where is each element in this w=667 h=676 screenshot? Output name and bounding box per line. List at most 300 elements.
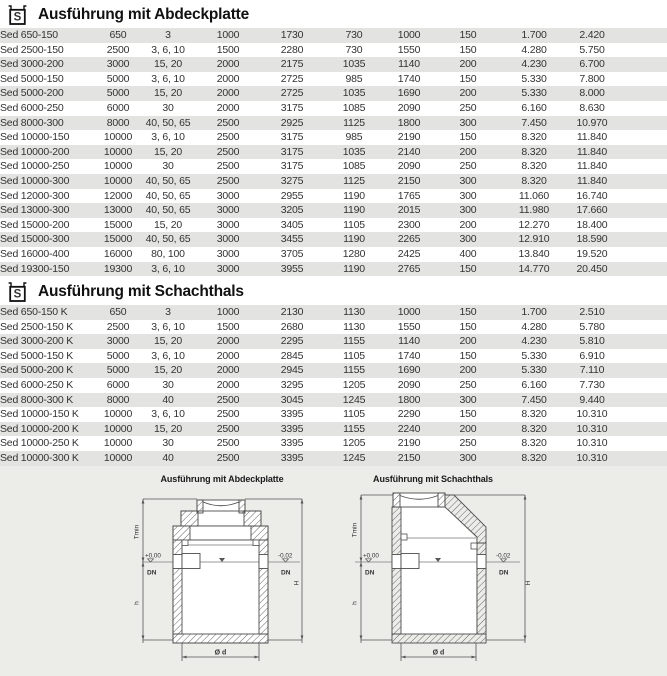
- model-cell: Sed 15000-200: [0, 218, 70, 231]
- value-cell: 1730: [280, 29, 304, 41]
- table-row: [0, 451, 667, 466]
- table-row: [0, 57, 667, 72]
- filler-cell: [622, 72, 667, 87]
- model-cell: Sed 8000-300 K: [0, 393, 74, 406]
- value-cell: 3000: [216, 218, 240, 231]
- value-cell: 1085: [342, 101, 366, 114]
- value-cell: 11.840: [576, 160, 608, 173]
- value-cell: 3000: [216, 189, 240, 202]
- value-cell: 12.270: [518, 218, 550, 231]
- table-row: [0, 43, 667, 58]
- value-cell: 3, 6, 10: [151, 320, 185, 333]
- value-cell: 200: [459, 87, 477, 100]
- value-cell: 7.110: [579, 364, 605, 377]
- table-row: [0, 305, 667, 320]
- value-cell: 3, 6, 10: [151, 43, 185, 56]
- value-cell: 2090: [397, 379, 421, 392]
- value-cell: 4.230: [521, 335, 547, 348]
- table-row: [0, 393, 667, 408]
- value-cell: 250: [459, 101, 477, 114]
- value-cell: 1125: [343, 116, 365, 129]
- value-cell: 2955: [280, 189, 304, 202]
- value-cell: 3295: [280, 379, 304, 392]
- value-cell: 8000: [106, 116, 130, 129]
- value-cell: 1140: [398, 58, 420, 71]
- value-cell: 5.330: [521, 364, 547, 377]
- table-row: [0, 28, 667, 43]
- value-cell: 30: [162, 160, 174, 173]
- value-cell: 10.310: [576, 422, 608, 435]
- filler-cell: [622, 262, 667, 277]
- model-cell: Sed 6000-250 K: [0, 379, 74, 392]
- model-cell: Sed 2500-150: [0, 43, 64, 56]
- value-cell: 13000: [103, 204, 133, 217]
- table-row: [0, 320, 667, 335]
- model-cell: Sed 3000-200: [0, 58, 64, 71]
- filler-cell: [622, 393, 667, 408]
- value-cell: 2945: [280, 364, 304, 377]
- value-cell: 985: [345, 131, 363, 144]
- value-cell: 8.320: [521, 452, 547, 465]
- value-cell: 2190: [397, 131, 421, 144]
- value-cell: 1085: [342, 160, 366, 173]
- table-row: [0, 262, 667, 277]
- value-cell: 150: [459, 408, 477, 421]
- filler-cell: [622, 334, 667, 349]
- value-cell: 40, 50, 65: [145, 189, 191, 202]
- section-title: Ausführung mit Abdeckplatte: [38, 6, 250, 23]
- value-cell: 200: [459, 58, 477, 71]
- model-cell: Sed 10000-200: [0, 145, 70, 158]
- model-cell: Sed 19300-150: [0, 262, 70, 275]
- value-cell: 6.910: [579, 349, 605, 362]
- value-cell: 8.000: [579, 87, 605, 100]
- value-cell: 4.230: [521, 58, 547, 71]
- table-row: [0, 145, 667, 160]
- value-cell: 2500: [216, 393, 240, 406]
- outlet-level-label: -0.02: [496, 552, 511, 560]
- value-cell: 5.330: [521, 72, 547, 85]
- value-cell: 400: [459, 247, 477, 260]
- value-cell: 730: [345, 29, 363, 41]
- value-cell: 15, 20: [154, 422, 182, 435]
- wall-joint: [253, 540, 259, 546]
- value-cell: 2725: [280, 72, 304, 85]
- table-row: [0, 349, 667, 364]
- table-row: [0, 247, 667, 262]
- value-cell: 730: [345, 43, 363, 56]
- drawing-title-abdeckplatte: Ausführung mit Abdeckplatte: [160, 474, 284, 484]
- value-cell: 2295: [280, 335, 304, 348]
- filler-cell: [622, 378, 667, 393]
- model-cell: Sed 5000-200 K: [0, 364, 74, 377]
- value-cell: 6000: [106, 379, 130, 392]
- value-cell: 15, 20: [154, 58, 182, 71]
- value-cell: 4.280: [521, 43, 547, 56]
- value-cell: 12000: [103, 189, 133, 202]
- outlet-dn-label: DN: [499, 569, 509, 577]
- value-cell: 3000: [216, 247, 240, 260]
- value-cell: 10000: [103, 408, 133, 421]
- value-cell: 1155: [343, 422, 365, 435]
- value-cell: 1500: [216, 43, 240, 56]
- value-cell: 5000: [106, 72, 130, 85]
- value-cell: 6000: [106, 101, 130, 114]
- model-cell: Sed 5000-150: [0, 72, 64, 85]
- model-cell: Sed 15000-300: [0, 233, 70, 246]
- value-cell: 2765: [397, 262, 421, 275]
- value-cell: 300: [459, 204, 477, 217]
- value-cell: 200: [459, 335, 477, 348]
- section-header-schachthals: [0, 276, 667, 305]
- value-cell: 1800: [397, 393, 421, 406]
- value-cell: 3395: [280, 437, 304, 450]
- inlet-dn-label: DN: [365, 569, 375, 577]
- value-cell: 8.630: [579, 101, 605, 114]
- filler-cell: [622, 145, 667, 160]
- value-cell: 650: [109, 306, 127, 319]
- model-cell: Sed 12000-300: [0, 189, 70, 202]
- drawing-title-schachthals: Ausführung mit Schachthals: [373, 474, 493, 484]
- value-cell: 10000: [103, 131, 133, 144]
- model-cell: Sed 10000-300 K: [0, 452, 79, 465]
- value-cell: 3955: [280, 262, 304, 275]
- value-cell: 3, 6, 10: [151, 131, 185, 144]
- filler-cell: [622, 407, 667, 422]
- outlet-pipe: [259, 555, 268, 569]
- model-cell: Sed 10000-150 K: [0, 408, 79, 421]
- filler-cell: [622, 247, 667, 262]
- value-cell: 1035: [342, 58, 366, 71]
- value-cell: 1000: [216, 306, 240, 319]
- value-cell: 3175: [280, 145, 304, 158]
- value-cell: 1140: [398, 335, 420, 348]
- value-cell: 3, 6, 10: [151, 72, 185, 85]
- cover-symbol-icon: [6, 5, 29, 26]
- value-cell: 2500: [216, 145, 240, 158]
- table-row: [0, 189, 667, 204]
- inlet-pipe: [392, 555, 401, 569]
- section-title: Ausführung mit Schachthals: [38, 283, 244, 301]
- filler-cell: [622, 349, 667, 364]
- model-cell: Sed 650-150: [0, 29, 58, 41]
- value-cell: 15000: [103, 218, 133, 231]
- value-cell: 10.310: [576, 452, 608, 465]
- value-cell: 2500: [216, 131, 240, 144]
- filler-cell: [622, 86, 667, 101]
- dim-label-height: H: [293, 580, 301, 586]
- value-cell: 8.320: [521, 160, 547, 173]
- value-cell: 5000: [106, 349, 130, 362]
- model-cell: Sed 10000-250: [0, 160, 70, 173]
- value-cell: 150: [459, 29, 477, 41]
- model-cell: Sed 650-150 K: [0, 306, 68, 319]
- value-cell: 15, 20: [154, 218, 182, 231]
- value-cell: 10000: [103, 452, 133, 465]
- value-cell: 19300: [103, 262, 133, 275]
- section-header-abdeckplatte: [0, 0, 667, 28]
- value-cell: 1125: [343, 174, 365, 187]
- value-cell: 1105: [343, 218, 365, 231]
- value-cell: 18.590: [576, 233, 608, 246]
- value-cell: 300: [459, 233, 477, 246]
- value-cell: 2845: [280, 349, 304, 362]
- value-cell: 150: [459, 262, 477, 275]
- tank-body: [173, 500, 268, 643]
- value-cell: 3, 6, 10: [151, 262, 185, 275]
- value-cell: 2500: [216, 174, 240, 187]
- table-row: [0, 232, 667, 247]
- value-cell: 1155: [343, 364, 365, 377]
- inlet-dn-label: DN: [147, 569, 157, 577]
- value-cell: 15, 20: [154, 335, 182, 348]
- value-cell: 1280: [342, 247, 366, 260]
- value-cell: 200: [459, 422, 477, 435]
- value-cell: 10.310: [576, 437, 608, 450]
- value-cell: 13.840: [518, 247, 550, 260]
- filler-cell: [622, 130, 667, 145]
- inlet-pipe: [173, 555, 182, 569]
- model-cell: Sed 10000-300: [0, 174, 70, 187]
- value-cell: 8.320: [521, 437, 547, 450]
- filler-cell: [622, 159, 667, 174]
- value-cell: 5000: [106, 87, 130, 100]
- value-cell: 15, 20: [154, 87, 182, 100]
- value-cell: 7.450: [521, 116, 547, 129]
- dim-label-h: h: [351, 601, 359, 605]
- filler-cell: [622, 57, 667, 72]
- value-cell: 2280: [280, 43, 304, 56]
- table-row: [0, 422, 667, 437]
- value-cell: 40: [162, 393, 174, 406]
- value-cell: 11.840: [576, 174, 608, 187]
- model-cell: Sed 3000-200 K: [0, 335, 74, 348]
- value-cell: 1690: [397, 364, 421, 377]
- value-cell: 300: [459, 393, 477, 406]
- filler-cell: [622, 116, 667, 131]
- value-cell: 3275: [280, 174, 304, 187]
- wall-joint: [401, 534, 407, 540]
- value-cell: 985: [345, 72, 363, 85]
- table-row: [0, 218, 667, 233]
- value-cell: 40, 50, 65: [145, 174, 191, 187]
- value-cell: 2425: [397, 247, 421, 260]
- value-cell: 2000: [216, 58, 240, 71]
- model-cell: Sed 2500-150 K: [0, 320, 74, 333]
- table-row: [0, 378, 667, 393]
- value-cell: 1130: [343, 306, 365, 319]
- filler-cell: [622, 436, 667, 451]
- filler-cell: [622, 101, 667, 116]
- value-cell: 40: [162, 452, 174, 465]
- value-cell: 10.310: [576, 408, 608, 421]
- value-cell: 8.320: [521, 174, 547, 187]
- value-cell: 8.320: [521, 145, 547, 158]
- value-cell: 5.330: [521, 349, 547, 362]
- value-cell: 2.510: [579, 306, 605, 319]
- value-cell: 1205: [342, 437, 366, 450]
- value-cell: 11.840: [576, 131, 608, 144]
- value-cell: 2090: [397, 101, 421, 114]
- inlet-baffle: [182, 554, 200, 569]
- value-cell: 3405: [280, 218, 304, 231]
- value-cell: 20.450: [576, 262, 608, 275]
- value-cell: 250: [459, 160, 477, 173]
- value-cell: 10000: [103, 422, 133, 435]
- badge-letter: S: [13, 11, 22, 24]
- value-cell: 150: [459, 72, 477, 85]
- value-cell: 1800: [397, 116, 421, 129]
- value-cell: 15000: [103, 233, 133, 246]
- value-cell: 2090: [397, 160, 421, 173]
- filler-cell: [622, 174, 667, 189]
- value-cell: 2175: [280, 58, 304, 71]
- filler-cell: [622, 218, 667, 233]
- table-row: [0, 159, 667, 174]
- value-cell: 150: [459, 131, 477, 144]
- value-cell: 2500: [216, 452, 240, 465]
- value-cell: 40, 50, 65: [145, 204, 191, 217]
- value-cell: 2500: [216, 437, 240, 450]
- table-row: [0, 72, 667, 87]
- filler-cell: [622, 305, 667, 320]
- value-cell: 2000: [216, 364, 240, 377]
- value-cell: 3175: [280, 131, 304, 144]
- value-cell: 8000: [106, 393, 130, 406]
- drawing-schachthals: [340, 490, 550, 675]
- value-cell: 40, 50, 65: [145, 116, 191, 129]
- value-cell: 10000: [103, 437, 133, 450]
- table-row: [0, 86, 667, 101]
- value-cell: 14.770: [518, 262, 550, 275]
- value-cell: 150: [459, 306, 477, 319]
- value-cell: 8.320: [521, 422, 547, 435]
- value-cell: 3175: [280, 101, 304, 114]
- wall-joint: [182, 540, 188, 546]
- value-cell: 16.740: [576, 189, 608, 202]
- value-cell: 3000: [106, 335, 130, 348]
- value-cell: 1190: [343, 204, 365, 217]
- value-cell: 1.700: [521, 29, 547, 41]
- value-cell: 2130: [280, 306, 304, 319]
- value-cell: 2140: [397, 145, 421, 158]
- value-cell: 1690: [397, 87, 421, 100]
- value-cell: 300: [459, 452, 477, 465]
- value-cell: 150: [459, 349, 477, 362]
- value-cell: 1155: [343, 335, 365, 348]
- value-cell: 4.280: [521, 320, 547, 333]
- value-cell: 3000: [106, 58, 130, 71]
- value-cell: 1000: [397, 29, 421, 41]
- table-row: [0, 101, 667, 116]
- outlet-pipe: [477, 555, 486, 569]
- spec-table-schachthals: [0, 305, 667, 466]
- value-cell: 3, 6, 10: [151, 349, 185, 362]
- cover-symbol-icon: [6, 282, 29, 303]
- value-cell: 2000: [216, 72, 240, 85]
- value-cell: 1740: [397, 349, 421, 362]
- filler-cell: [622, 320, 667, 335]
- value-cell: 6.160: [521, 101, 547, 114]
- value-cell: 10000: [103, 145, 133, 158]
- table-row: [0, 174, 667, 189]
- value-cell: 2500: [106, 43, 130, 56]
- value-cell: 3455: [280, 233, 304, 246]
- value-cell: 2000: [216, 87, 240, 100]
- value-cell: 150: [459, 43, 477, 56]
- outlet-level-label: -0.02: [278, 552, 293, 560]
- value-cell: 19.520: [576, 247, 608, 260]
- spec-table-abdeckplatte: [0, 28, 667, 276]
- value-cell: 30: [162, 379, 174, 392]
- value-cell: 2290: [397, 408, 421, 421]
- value-cell: 3175: [280, 160, 304, 173]
- value-cell: 2.420: [579, 29, 605, 41]
- value-cell: 3045: [280, 393, 304, 406]
- value-cell: 2150: [397, 452, 421, 465]
- value-cell: 1000: [397, 306, 421, 319]
- value-cell: 40, 50, 65: [145, 233, 191, 246]
- value-cell: 300: [459, 174, 477, 187]
- value-cell: 7.800: [579, 72, 605, 85]
- model-cell: Sed 10000-250 K: [0, 437, 79, 450]
- value-cell: 300: [459, 189, 477, 202]
- value-cell: 2500: [216, 116, 240, 129]
- value-cell: 80, 100: [151, 247, 185, 260]
- dim-label-diameter: Ø d: [214, 649, 227, 657]
- dim-label-height: H: [525, 580, 532, 586]
- value-cell: 3705: [280, 247, 304, 260]
- value-cell: 8.320: [521, 131, 547, 144]
- value-cell: 2015: [397, 204, 421, 217]
- value-cell: 16000: [103, 247, 133, 260]
- value-cell: 2500: [216, 160, 240, 173]
- technical-drawings-panel: [0, 466, 667, 676]
- value-cell: 2000: [216, 101, 240, 114]
- dim-label-diameter: Ø d: [432, 649, 445, 657]
- table-row: [0, 334, 667, 349]
- table-row: [0, 130, 667, 145]
- filler-cell: [622, 451, 667, 466]
- value-cell: 3000: [216, 204, 240, 217]
- value-cell: 17.660: [576, 204, 608, 217]
- dim-label-tmin: Tmin: [133, 524, 141, 540]
- value-cell: 650: [109, 29, 127, 41]
- value-cell: 1550: [397, 43, 421, 56]
- value-cell: 2000: [216, 335, 240, 348]
- table-row: [0, 116, 667, 131]
- value-cell: 2725: [280, 87, 304, 100]
- dim-label-h: h: [133, 601, 141, 605]
- value-cell: 1245: [342, 452, 366, 465]
- value-cell: 150: [459, 320, 477, 333]
- model-cell: Sed 10000-200 K: [0, 422, 79, 435]
- value-cell: 2680: [280, 320, 304, 333]
- value-cell: 1190: [343, 262, 365, 275]
- value-cell: 10.970: [576, 116, 608, 129]
- drawing-abdeckplatte: [118, 490, 318, 675]
- value-cell: 5.810: [579, 335, 605, 348]
- value-cell: 1035: [342, 145, 366, 158]
- value-cell: 2300: [397, 218, 421, 231]
- value-cell: 10000: [103, 174, 133, 187]
- value-cell: 30: [162, 437, 174, 450]
- value-cell: 3395: [280, 422, 304, 435]
- value-cell: 1105: [343, 408, 365, 421]
- model-cell: Sed 6000-250: [0, 101, 64, 114]
- value-cell: 1550: [397, 320, 421, 333]
- filler-cell: [622, 189, 667, 204]
